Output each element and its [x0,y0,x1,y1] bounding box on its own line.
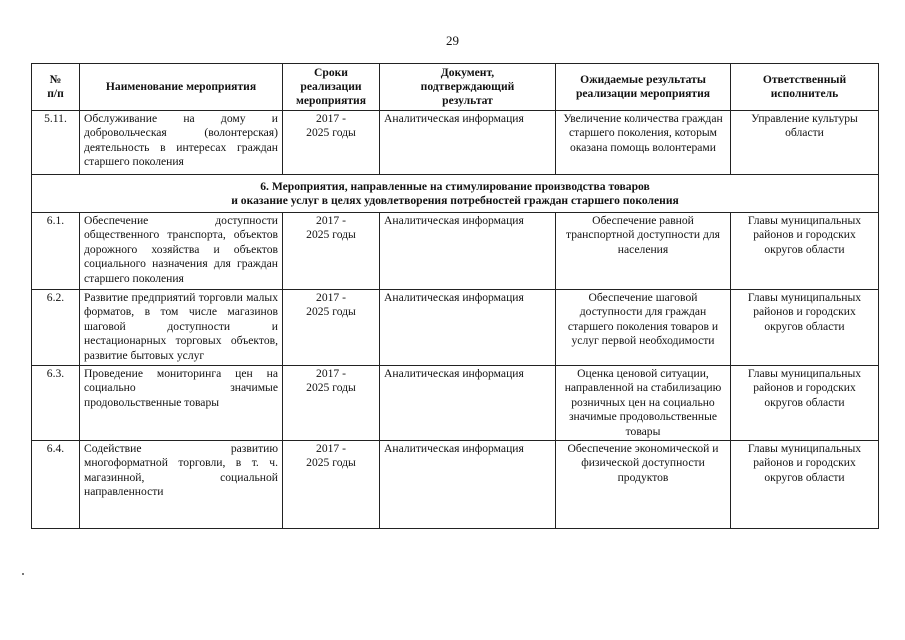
period-text: 2017 - 2025 годы [306,367,356,395]
table-row [32,111,879,175]
measure-name: Обеспечение доступности общественного транспорта, объектов дорожного хозяйства и объектов социального назначения для граждан старшего поколения [80,213,283,290]
executor: Главы муниципальных районов и городских округов области [731,213,879,290]
table-row [32,213,879,290]
page-number: 29 [446,33,459,48]
measure-name: Развитие предприятий торговли малых форматов, в том числе магазинов шаговой доступности и нестационарных торговых объектов, развитие бытовых услуг [80,290,283,366]
executor: Главы муниципальных районов и городских округов области [731,290,879,366]
document: Аналитическая информация [380,441,556,529]
executor: Главы муниципальных районов и городских округов области [731,441,879,529]
header-period-text: Сроки реализации мероприятия [295,66,366,107]
header-number [32,64,80,111]
expected-result: Обеспечение равной транспортной доступности для населения [556,213,731,290]
period-text: 2017 - 2025 годы [306,442,356,470]
section-title-text: 6. Мероприятия, направленные на стимулирование производства товаров и оказание услуг в целях удовлетворения потребностей граждан старшего поколения [231,179,679,207]
table-row [32,290,879,366]
executor: Управление культуры области [731,111,879,175]
expected-result: Обеспечение шаговой доступности для граждан старшего поколения товаров и услуг первой необходимости [556,290,731,366]
measure-name: Содействие развитию многоформатной торговли, в т. ч. магазинной, социальной направленности [80,441,283,529]
header-document [380,64,556,111]
table-row [32,441,879,529]
scan-mark [22,573,24,575]
period [283,111,380,175]
expected-result: Увеличение количества граждан старшего поколения, которым оказана помощь волонтерами [556,111,731,175]
period [283,290,380,366]
document: Аналитическая информация [380,111,556,175]
measures-table [31,63,879,529]
header-executor-text: Ответственный исполнитель [762,73,847,100]
table-row [32,366,879,441]
period-text: 2017 - 2025 годы [306,112,356,140]
header-measure-name [80,64,283,111]
period [283,213,380,290]
row-number: 6.2. [32,290,80,366]
header-expected-result [556,64,731,111]
row-number: 6.3. [32,366,80,441]
measure-name: Обслуживание на дому и добровольческая (волонтерская) деятельность в интересах граждан старшего поколения [80,111,283,175]
document: Аналитическая информация [380,366,556,441]
header-executor [731,64,879,111]
document: Аналитическая информация [380,213,556,290]
section-header-row [32,175,879,213]
executor: Главы муниципальных районов и городских округов области [731,366,879,441]
period [283,366,380,441]
measure-name: Проведение мониторинга цен на социально значимые продовольственные товары [80,366,283,441]
expected-result: Обеспечение экономической и физической доступности продуктов [556,441,731,529]
period-text: 2017 - 2025 годы [306,214,356,242]
row-number: 6.4. [32,441,80,529]
header-expected-result-text: Ожидаемые результаты реализации мероприятия [575,73,711,100]
row-number: 6.1. [32,213,80,290]
row-number: 5.11. [32,111,80,175]
header-number-text: № п/п [47,73,64,100]
header-document-text: Документ, подтверждающий результат [420,66,515,107]
document: Аналитическая информация [380,290,556,366]
header-period [283,64,380,111]
section-title [32,175,879,213]
period-text: 2017 - 2025 годы [306,291,356,319]
expected-result: Оценка ценовой ситуации, направленной на стабилизацию розничных цен на социально значимые продовольственные товары [556,366,731,441]
period [283,441,380,529]
table-header-row [32,64,879,111]
header-measure-name-text: Наименование мероприятия [105,80,257,93]
